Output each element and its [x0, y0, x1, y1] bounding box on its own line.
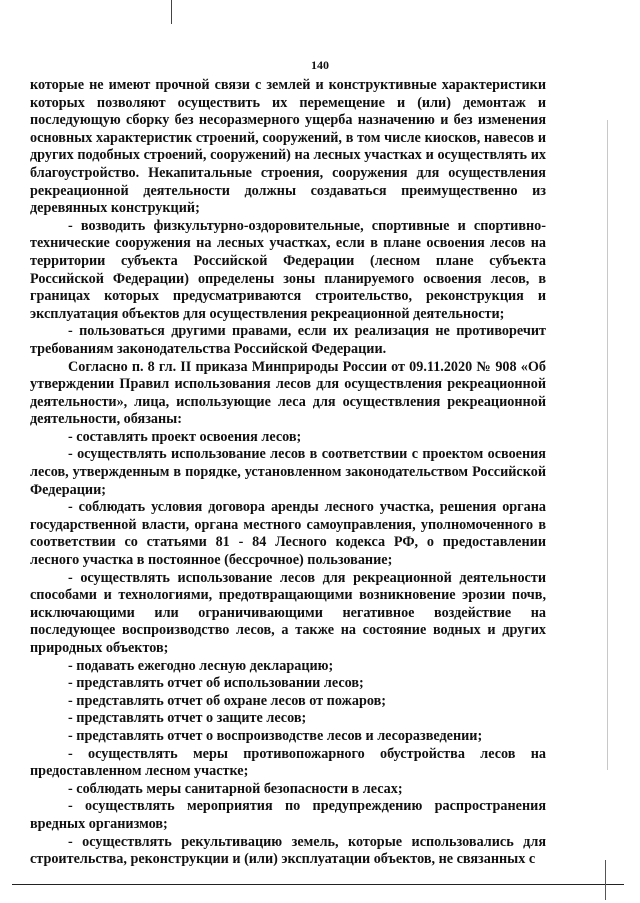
- paragraph: - осуществлять меры противопожарного обустройства лесов на предоставленном лесном участке;: [30, 745, 546, 780]
- scan-artifact-edge: [607, 120, 608, 770]
- paragraph: - подавать ежегодно лесную декларацию;: [68, 657, 334, 674]
- scan-artifact-bottom-mark: [605, 860, 606, 900]
- scan-artifact-bottom-line: [12, 884, 624, 885]
- paragraph: - соблюдать меры санитарной безопасности в лесах;: [68, 780, 403, 797]
- paragraph: - пользоваться другими правами, если их реализация не противоречит требованиям законодательства Российской Федерации.: [30, 323, 546, 357]
- paragraph: - осуществлять рекультивацию земель, которые использовались для строительства, реконструкции и (или) эксплуатации объектов, не связанных с: [30, 833, 546, 868]
- paragraph: - представлять отчет о воспроизводстве лесов и лесоразведении;: [68, 727, 483, 744]
- scan-artifact-top: [171, 0, 172, 24]
- paragraph: - соблюдать условия договора аренды лесного участка, решения органа государственной власти, органа местного самоуправления, уполномоченного в соответствии со статьями 81 - 84 Лесного кодекса РФ, о предоставлении лесного участка в постоянное (бессрочное) пользование;: [30, 499, 546, 569]
- paragraph: - составлять проект освоения лесов;: [68, 428, 302, 445]
- paragraph: - представлять отчет об охране лесов от пожаров;: [68, 692, 386, 709]
- paragraph: Согласно п. 8 гл. II приказа Минприроды России от 09.11.2020 № 908 «Об утверждении Правил использования лесов для осуществления рекреационной деятельности», лица, использующие леса для осуществления рекреационной деятельности, обязаны:: [30, 358, 546, 428]
- paragraph: которые не имеют прочной связи с землей и конструктивные характеристики которых позволяют осуществить их перемещение и (или) демонтаж и последующую сборку без несоразмерного ущерба назначению и без изменения основных характеристик строений, сооружений, в том числе киосков, навесов и других подобных строений, сооружений) на лесных участках и осуществлять их благоустройство. Некапитальные строения, сооружения для осуществления рекреационной деятельности должны создаваться преимущественно из деревянных конструкций;: [30, 77, 546, 217]
- page-number: 140: [311, 58, 329, 72]
- paragraph: - осуществлять использование лесов в соответствии с проектом освоения лесов, утвержденным в порядке, установленном законодательством Российской Федерации;: [30, 446, 546, 498]
- paragraph: - возводить физкультурно-оздоровительные, спортивные и спортивно-технические сооружения на лесных участках, если в плане освоения лесов на территории субъекта Российской Федерации (лесном плане субъекта Российской Федерации) определены зоны планируемого освоения лесов, в границах которых предусматриваются строительство, реконструкция и эксплуатация объектов для осуществления рекреационной деятельности;: [30, 217, 546, 322]
- paragraph: - осуществлять мероприятия по предупреждению распространения вредных организмов;: [30, 798, 546, 832]
- paragraph: - представлять отчет об использовании лесов;: [68, 675, 364, 692]
- document-body: [30, 77, 546, 869]
- paragraph: - осуществлять использование лесов для рекреационной деятельности способами и технологиями, предотвращающими возникновение эрозии почв, исключающими или ограничивающими негативное воздействие на последующее воспроизводство лесов, а также на состояние водных и других природных объектов;: [30, 569, 546, 656]
- paragraph: - представлять отчет о защите лесов;: [68, 710, 307, 727]
